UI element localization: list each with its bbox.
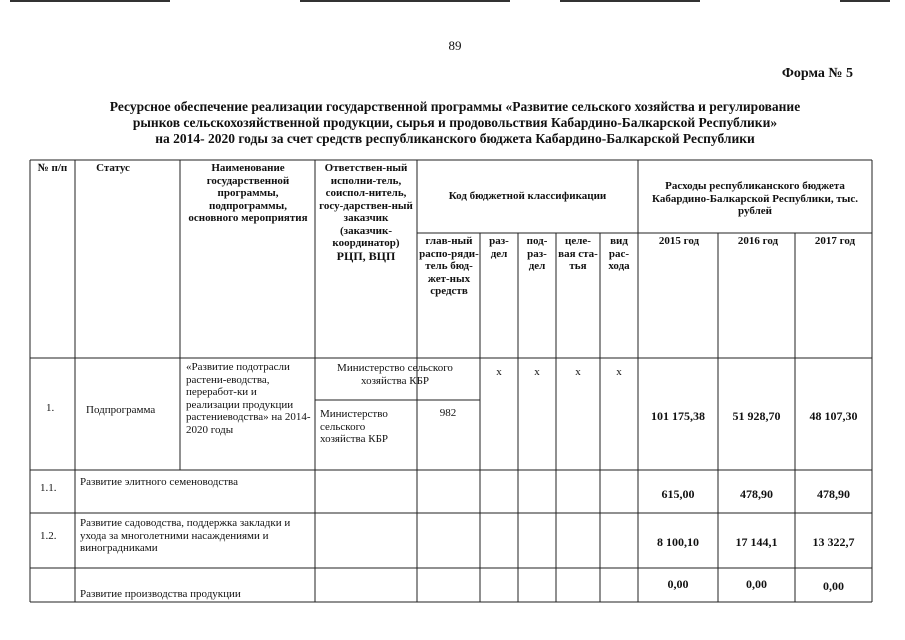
row2-num: 1.1. <box>40 482 57 494</box>
header-expenses: Расходы республиканского бюджета Кабардино-Балкарской Республики, тыс. рублей <box>652 180 858 217</box>
header-responsible <box>318 162 414 263</box>
header-year-2016: 2016 год <box>737 235 779 247</box>
row4-2017: 0,00 <box>823 579 844 593</box>
row3-num: 1.2. <box>40 530 57 542</box>
header-budget-classification: Код бюджетной классификации <box>448 190 607 202</box>
header-year-2017: 2017 год <box>814 235 856 247</box>
header-podrazdel: под-раз-дел <box>526 235 548 272</box>
row4-name: Развитие производства продукции <box>80 588 241 600</box>
row1-razdel-x: х <box>496 366 502 378</box>
row1-expense-type-x: х <box>616 366 622 378</box>
row3-2015: 8 100,10 <box>657 535 699 549</box>
row1-podrazdel-x: х <box>534 366 540 378</box>
row1-2017: 48 107,30 <box>809 409 858 423</box>
header-year-2015: 2015 год <box>658 235 700 247</box>
row1-name: «Развитие подотрасли растени-еводства, переработ-ки и реализации продукции растениеводства» на 2014-2020 годы <box>186 361 311 436</box>
row3-name: Развитие садоводства, поддержка закладки и ухода за многолетними насаждениями и виноградниками <box>80 517 291 554</box>
row1-2015: 101 175,38 <box>651 409 705 423</box>
header-responsible-text: Ответствен-ный исполни-тель, соиспол-нитель, госу-дарствен-ный заказчик (заказчик-координатор) <box>319 162 413 249</box>
row1-2016: 51 928,70 <box>732 409 781 423</box>
title-line-3: на 2014- 2020 годы за счет средств республиканского бюджета Кабардино-Балкарской Республики <box>155 131 755 146</box>
row2-name: Развитие элитного семеноводства <box>80 476 238 488</box>
title-line-1: Ресурсное обеспечение реализации государственной программы «Развитие сельского хозяйства и регулирование <box>109 99 801 114</box>
row2-2016: 478,90 <box>740 487 773 501</box>
row1-responsible-2: Министерство сельского хозяйства КБР <box>320 408 389 445</box>
page-number: 89 <box>448 38 462 53</box>
header-grbs: глав-ный распо-ряди-тель бюд-жет-ных средств <box>419 235 479 297</box>
header-target-article: целе-вая ста-тья <box>558 235 598 272</box>
row3-2016: 17 144,1 <box>735 535 778 549</box>
header-responsible-bold: РЦП, ВЦП <box>336 248 396 263</box>
row1-grbs: 982 <box>439 407 457 419</box>
row1-status: Подпрограмма <box>86 404 156 416</box>
header-name: Наименование государственной программы, подпрограммы, основного мероприятия <box>188 162 308 224</box>
row1-responsible-1: Министерство сельского хозяйства КБР <box>337 362 453 387</box>
header-num: № п/п <box>37 162 68 174</box>
row4-2016: 0,00 <box>746 577 767 591</box>
row1-num: 1. <box>46 402 55 414</box>
row1-target-article-x: х <box>575 366 581 378</box>
header-razdel: раз-дел <box>489 235 509 260</box>
row4-2015: 0,00 <box>667 577 689 591</box>
title-line-2: рынков сельскохозяйственной продукции, сырья и продовольствия Кабардино-Балкарской Республики» <box>132 115 778 130</box>
row2-2015: 615,00 <box>661 487 695 501</box>
header-status: Статус <box>96 162 130 174</box>
row2-2017: 478,90 <box>817 487 850 501</box>
row3-2017: 13 322,7 <box>812 535 855 549</box>
form-label: Форма № 5 <box>781 66 853 81</box>
header-expense-type: вид рас-хода <box>608 235 630 272</box>
